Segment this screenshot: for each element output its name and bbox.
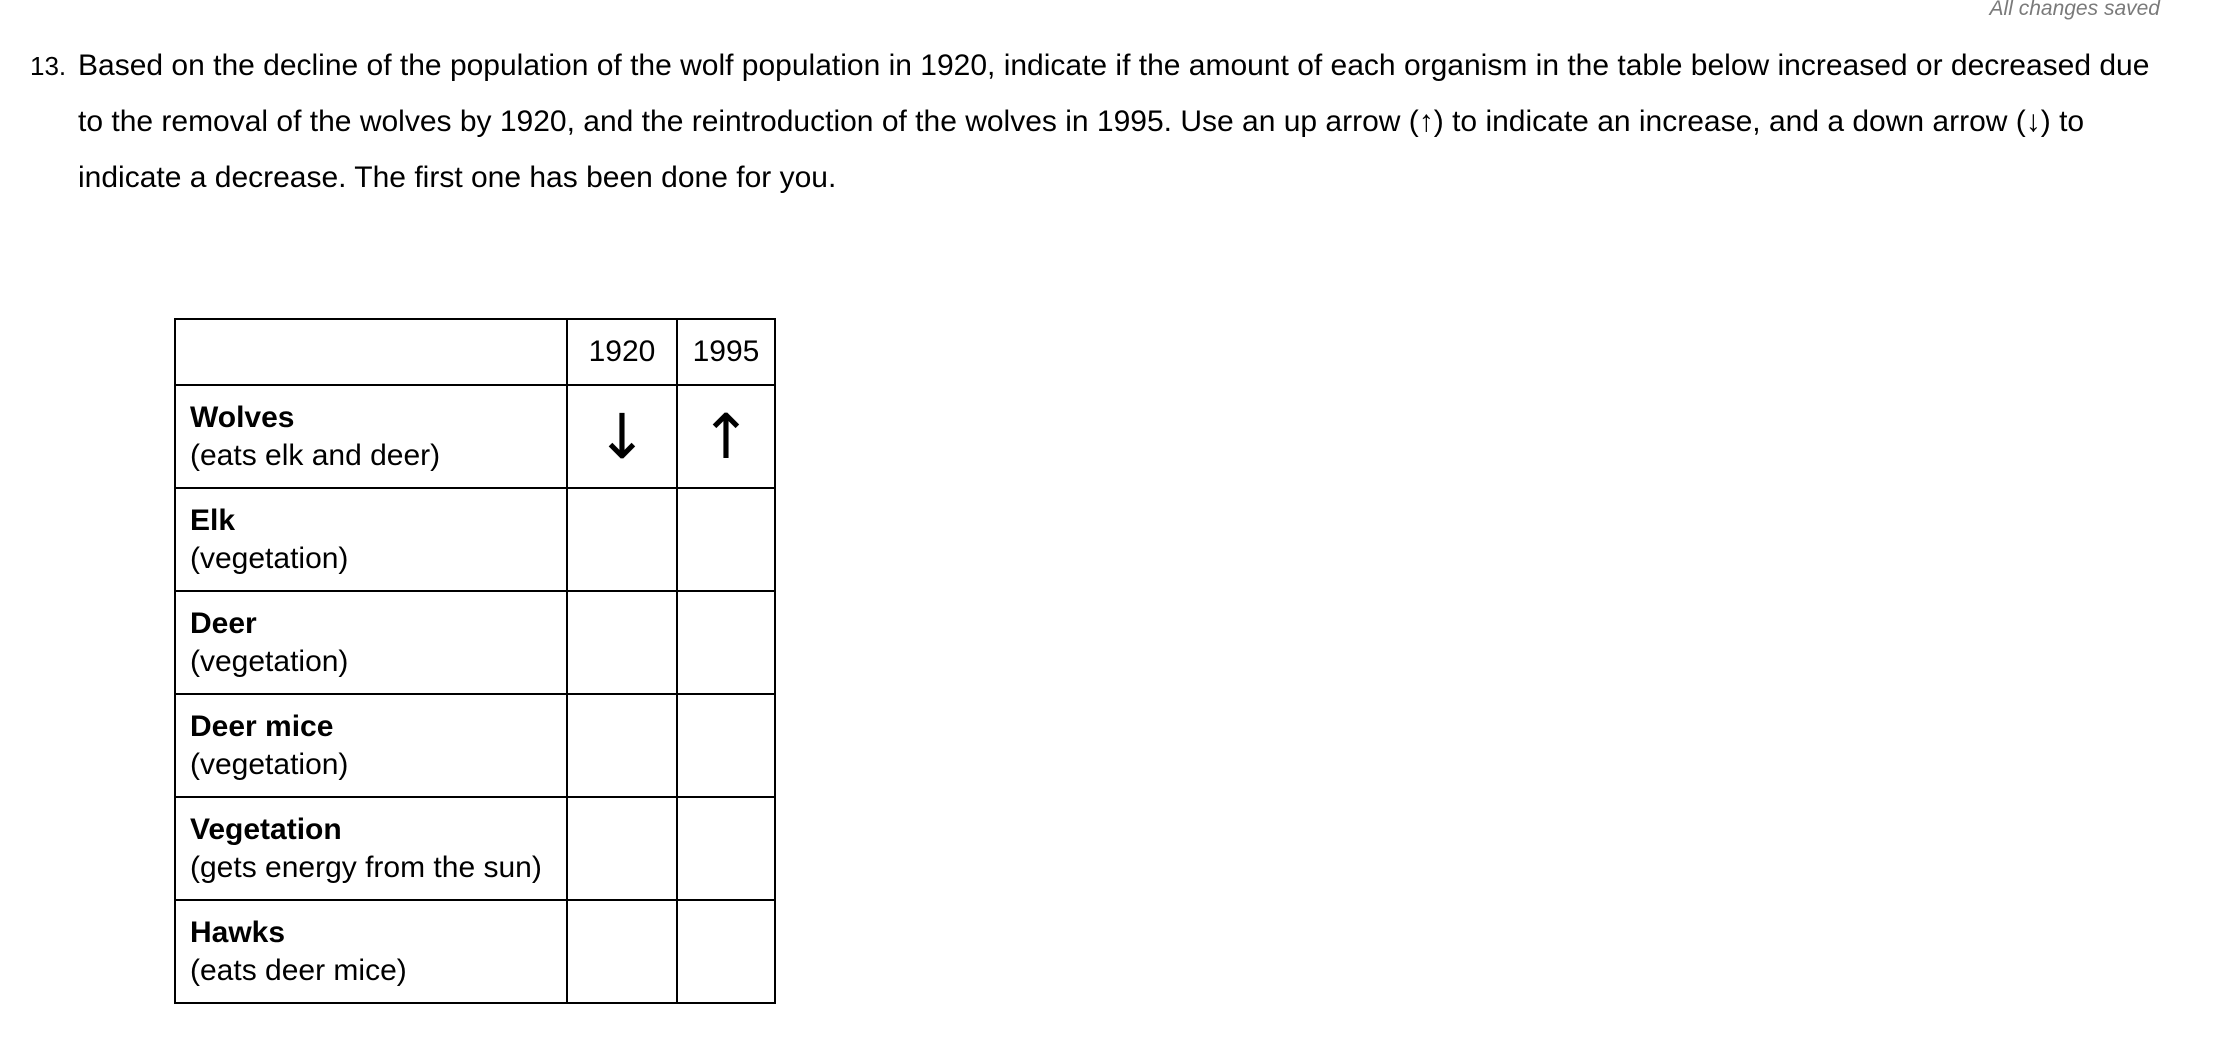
organism-name: Deer mice [190, 709, 334, 743]
table-row [175, 385, 775, 488]
organism-cell [175, 797, 567, 900]
organism-cell [175, 488, 567, 591]
organism-diet: (vegetation) [190, 644, 349, 678]
organism-diet: (eats deer mice) [190, 953, 407, 987]
organism-cell [175, 385, 567, 488]
question-number: 13. [30, 51, 67, 81]
answer-cell-1920[interactable] [567, 797, 677, 900]
organism-diet: (vegetation) [190, 541, 349, 575]
header-cell-1920: 1920 [567, 319, 677, 385]
organism-table [174, 318, 776, 1004]
organism-name: Deer [190, 606, 257, 640]
organism-name: Hawks [190, 915, 286, 949]
save-status: All changes saved [1989, 0, 2160, 20]
table-row [175, 488, 775, 591]
table-row [175, 900, 775, 1003]
table-row [175, 694, 775, 797]
answer-cell-1995[interactable]: ↑ [677, 385, 775, 488]
organism-cell [175, 900, 567, 1003]
answer-cell-1920[interactable] [567, 591, 677, 694]
answer-cell-1920[interactable] [567, 694, 677, 797]
organism-cell [175, 694, 567, 797]
organism-name: Vegetation [190, 812, 342, 846]
organism-diet: (eats elk and deer) [190, 438, 441, 472]
question-text: Based on the decline of the population of the wolf population in 1920, indicate if the amount of each organism in the table below increased or decreased due to the removal of the wolves by 1920, and the reintroduction of the wolves in 1995. Use an up arrow (↑) to indicate an increase, and a down arrow (↓) to indicate a decrease. The first one has been done for you. [78, 49, 2150, 194]
organism-diet: (vegetation) [190, 747, 349, 781]
organism-diet: (gets energy from the sun) [190, 850, 542, 884]
table-row [175, 591, 775, 694]
answer-cell-1995[interactable] [677, 797, 775, 900]
header-cell-1995: 1995 [677, 319, 775, 385]
answer-cell-1920[interactable] [567, 488, 677, 591]
organism-name: Elk [190, 503, 236, 537]
answer-cell-1995[interactable] [677, 488, 775, 591]
answer-cell-1995[interactable] [677, 694, 775, 797]
organism-name: Wolves [190, 400, 295, 434]
answer-cell-1920[interactable]: ↓ [567, 385, 677, 488]
answer-cell-1995[interactable] [677, 591, 775, 694]
header-cell-empty [175, 319, 567, 385]
answer-cell-1920[interactable] [567, 900, 677, 1003]
table-row [175, 797, 775, 900]
answer-cell-1995[interactable] [677, 900, 775, 1003]
question-block [30, 38, 2180, 206]
organism-cell [175, 591, 567, 694]
table-header-row [175, 319, 775, 385]
